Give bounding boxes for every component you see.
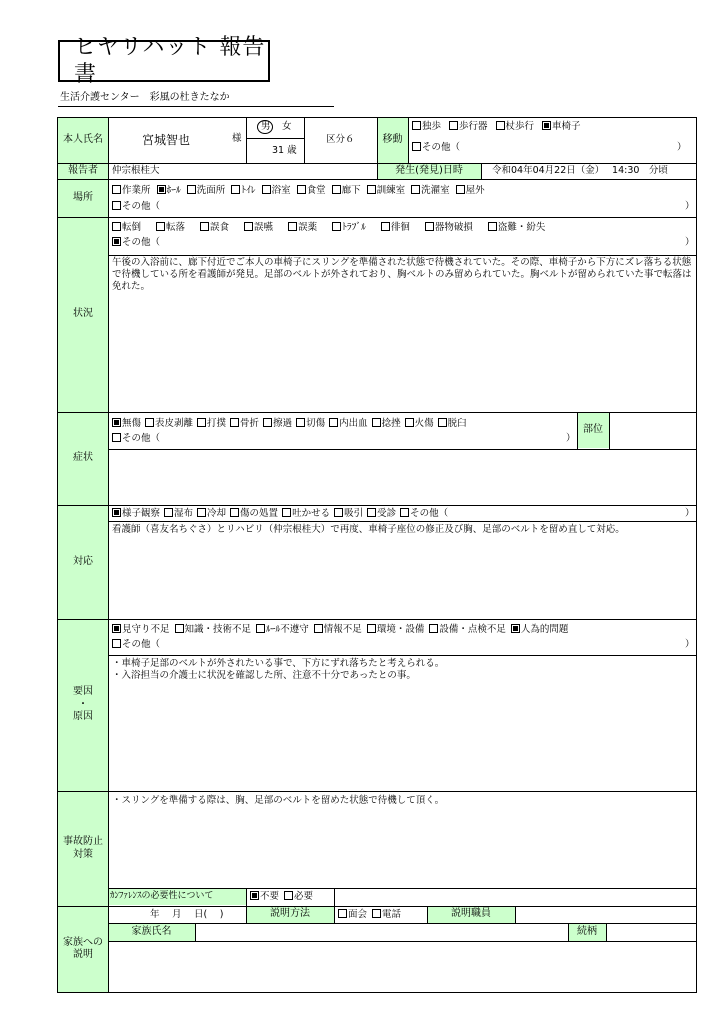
place-option-5[interactable] <box>297 185 326 196</box>
checkbox-icon[interactable] <box>334 508 343 517</box>
option-label: 浴室 <box>271 185 291 196</box>
checkbox-icon[interactable] <box>112 624 121 633</box>
option-label: 知識・技術不足 <box>184 624 252 635</box>
option-label: 環境・設備 <box>376 624 425 635</box>
checkbox-icon[interactable] <box>297 185 306 194</box>
option-label: 見守り不足 <box>122 624 170 635</box>
checkbox-icon[interactable] <box>112 185 121 194</box>
checkbox-icon[interactable] <box>112 222 121 231</box>
place-option-8[interactable] <box>411 185 450 196</box>
family-name-label: 家族氏名 <box>131 925 172 937</box>
checkbox-icon[interactable] <box>456 185 465 194</box>
response-option-7[interactable] <box>400 508 448 519</box>
option-label: 徘徊 <box>390 222 410 233</box>
option-label: 打撲 <box>207 418 227 429</box>
movement-other-close: ） <box>677 142 687 153</box>
reporter-label: 報告者 <box>68 164 98 176</box>
response-text: 看護師（喜友名ちぐさ）とリハビリ（仲宗根桂大）で再度、車椅子座位の修正及び胸、足部のベルトを留め直して対応。 <box>112 524 625 535</box>
option-label: 作業所 <box>122 185 151 196</box>
situation-option-8[interactable] <box>488 222 546 233</box>
checkbox-icon[interactable] <box>230 418 239 427</box>
symptom-option-5[interactable] <box>296 418 325 429</box>
option-label: ﾎｰﾙ <box>166 185 181 196</box>
checkbox-icon[interactable] <box>425 222 434 231</box>
place-options <box>112 185 491 197</box>
checkbox-icon[interactable] <box>496 121 505 130</box>
checkbox-icon[interactable] <box>411 185 420 194</box>
checkbox-icon[interactable] <box>449 121 458 130</box>
symptom-option-8[interactable] <box>405 418 434 429</box>
checkbox-icon[interactable] <box>338 909 347 918</box>
situation-option-1[interactable] <box>156 222 185 233</box>
place-option-1[interactable] <box>157 185 181 196</box>
option-label: 擦過 <box>273 418 293 429</box>
option-label: 電話 <box>382 909 402 920</box>
symptom-options <box>112 418 471 430</box>
movement-options <box>412 121 589 133</box>
symptom-option-4[interactable] <box>263 418 292 429</box>
response-label: 対応 <box>73 555 93 567</box>
checkbox-icon[interactable] <box>112 418 121 427</box>
facility-name: 生活介護センター 彩風の杜きたなか <box>60 92 230 103</box>
checkbox-icon[interactable] <box>329 418 338 427</box>
cause-option-4[interactable] <box>367 624 425 635</box>
option-label: 盗難・紛失 <box>497 222 546 233</box>
checkbox-icon[interactable] <box>187 185 196 194</box>
checkbox-icon[interactable] <box>400 508 409 517</box>
checkbox-icon[interactable] <box>332 222 341 231</box>
movement-option-3[interactable] <box>542 121 581 132</box>
option-label: 人為的問題 <box>520 624 569 635</box>
cause-option-5[interactable] <box>429 624 506 635</box>
occurrence-label: 発生(発見)日時 <box>395 164 463 176</box>
option-label: 内出血 <box>339 418 368 429</box>
checkbox-icon[interactable] <box>282 508 291 517</box>
cause-option-6[interactable] <box>511 624 569 635</box>
checkbox-icon[interactable] <box>250 891 259 900</box>
option-label: 杖歩行 <box>505 121 535 132</box>
symptom-label: 症状 <box>73 452 93 464</box>
checkbox-icon[interactable] <box>372 418 381 427</box>
checkbox-icon[interactable] <box>314 624 323 633</box>
checkbox-icon[interactable] <box>164 508 173 517</box>
checkbox-icon[interactable] <box>288 222 297 231</box>
checkbox-icon[interactable] <box>262 185 271 194</box>
option-label: 歩行器 <box>459 121 488 132</box>
symptom-option-7[interactable] <box>372 418 401 429</box>
checkbox-icon[interactable] <box>197 508 206 517</box>
option-label: 訓練室 <box>376 185 406 196</box>
option-label: 受診 <box>377 508 397 519</box>
option-label: その他（ <box>410 508 449 519</box>
checkbox-icon[interactable] <box>296 418 305 427</box>
situation-option-4[interactable] <box>288 222 317 233</box>
option-label: 転倒 <box>122 222 142 233</box>
checkbox-icon[interactable] <box>488 222 497 231</box>
checkbox-icon[interactable] <box>231 185 240 194</box>
movement-other[interactable]: その他（ <box>412 142 460 154</box>
option-label: 屋外 <box>465 185 485 196</box>
situation-label: 状況 <box>73 308 93 320</box>
checkbox-icon[interactable] <box>230 508 239 517</box>
checkbox-icon[interactable] <box>112 508 121 517</box>
place-option-7[interactable] <box>367 185 406 196</box>
prevention-text: ・スリングを準備する際は、胸、足部のベルトを留めた状態で待機して頂く。 <box>112 795 445 806</box>
situation-option-2[interactable] <box>200 222 229 233</box>
option-label: 捻挫 <box>381 418 401 429</box>
checkbox-icon[interactable] <box>429 624 438 633</box>
symptom-other[interactable]: その他（ <box>112 433 160 445</box>
movement-option-2[interactable] <box>496 121 535 132</box>
cause-option-3[interactable] <box>314 624 362 635</box>
report-title: ヒヤリハット 報告書 <box>58 40 270 82</box>
option-label: 面会 <box>348 909 368 920</box>
situation-option-3[interactable] <box>244 222 273 233</box>
person-name: 宮城智也 <box>142 133 191 147</box>
symptom-option-0[interactable] <box>112 418 141 429</box>
symptom-option-3[interactable] <box>230 418 259 429</box>
checkbox-icon[interactable] <box>372 909 381 918</box>
option-label: 必要 <box>294 891 314 902</box>
option-label: 食堂 <box>306 185 326 196</box>
honorific: 様 <box>232 133 242 144</box>
checkbox-icon[interactable] <box>284 891 293 900</box>
option-label: ﾙｰﾙ不遵守 <box>266 624 309 635</box>
option-label: 切傷 <box>306 418 326 429</box>
option-label: 吸引 <box>344 508 364 519</box>
option-label: 誤食 <box>210 222 230 233</box>
checkbox-icon[interactable] <box>367 624 376 633</box>
cause-other[interactable]: その他（ <box>112 639 160 651</box>
option-label: 洗濯室 <box>421 185 450 196</box>
option-label: 冷却 <box>207 508 227 519</box>
age: 31 歳 <box>272 145 297 156</box>
checkbox-icon[interactable] <box>157 185 166 194</box>
place-other[interactable]: その他（ <box>112 201 160 213</box>
option-label: 湿布 <box>174 508 194 519</box>
conference-options <box>250 891 318 903</box>
sex-female: 女 <box>282 121 292 132</box>
sex-male: 男 <box>261 121 271 132</box>
option-label: 器物破損 <box>434 222 473 233</box>
option-label: 無傷 <box>122 418 142 429</box>
situation-option-6[interactable] <box>381 222 410 233</box>
response-other-close: ） <box>685 508 695 519</box>
conference-option-1[interactable] <box>284 891 313 902</box>
family-label: 家族への 説明 <box>63 936 103 960</box>
conference-label: ｶﾝﾌｧﾚﾝｽの必要性について <box>110 891 214 901</box>
checkbox-icon[interactable] <box>263 418 272 427</box>
place-option-4[interactable] <box>262 185 291 196</box>
relation-label: 続柄 <box>577 925 597 937</box>
explain-options <box>338 909 406 921</box>
option-label: ﾄｲﾚ <box>241 185 256 196</box>
symptom-other-close: ） <box>566 433 576 444</box>
option-label: 脱臼 <box>447 418 467 429</box>
checkbox-icon[interactable] <box>412 121 421 130</box>
facility-underline <box>58 106 334 107</box>
response-option-6[interactable] <box>367 508 396 519</box>
category: 区分６ <box>326 134 355 145</box>
place-option-6[interactable] <box>332 185 361 196</box>
checkbox-icon[interactable] <box>175 624 184 633</box>
option-label: 設備・点検不足 <box>439 624 506 635</box>
prevention-label: 事故防止 対策 <box>63 836 103 860</box>
situation-option-0[interactable] <box>112 222 141 233</box>
checkbox-icon[interactable] <box>200 222 209 231</box>
symptom-option-6[interactable] <box>329 418 368 429</box>
checkbox-icon[interactable] <box>511 624 520 633</box>
checkbox-icon[interactable] <box>438 418 447 427</box>
response-option-5[interactable] <box>334 508 363 519</box>
place-option-0[interactable] <box>112 185 151 196</box>
cause-option-1[interactable] <box>175 624 252 635</box>
checkbox-icon[interactable] <box>405 418 414 427</box>
checkbox-icon[interactable] <box>367 508 376 517</box>
situation-option-7[interactable] <box>425 222 473 233</box>
place-option-2[interactable] <box>187 185 226 196</box>
bodypart-label: 部位 <box>583 424 603 436</box>
option-label: ﾄﾗﾌﾞﾙ <box>342 222 366 233</box>
family-date: 年 月 日( ) <box>150 909 224 920</box>
checkbox-icon[interactable] <box>367 185 376 194</box>
situation-text: 午後の入浴前に、廊下付近でご本人の車椅子にスリングを準備された状態で待機されていた。その際、車椅子から下方にズレ落ちる状態で待機している所を看護師が発見。足部のベルトが外されており、胸ベルトのみ留められていた。胸ベルトが留められていた事で転落は免れた。 <box>112 257 692 292</box>
response-option-3[interactable] <box>230 508 278 519</box>
option-label: 情報不足 <box>323 624 362 635</box>
occurrence-datetime: 令和04年04月22日（金） 14:30 分頃 <box>492 165 668 176</box>
checkbox-icon[interactable] <box>244 222 253 231</box>
symptom-option-2[interactable] <box>197 418 226 429</box>
place-option-9[interactable] <box>456 185 485 196</box>
explain-staff-label: 説明職員 <box>451 908 491 920</box>
movement-option-1[interactable] <box>449 121 488 132</box>
response-option-0[interactable] <box>112 508 160 519</box>
option-label: 傷の処置 <box>240 508 279 519</box>
situation-option-5[interactable] <box>332 222 366 233</box>
checkbox-icon[interactable] <box>197 418 206 427</box>
movement-label: 移動 <box>382 134 403 146</box>
symptom-option-9[interactable] <box>438 418 467 429</box>
option-label: 廊下 <box>341 185 361 196</box>
option-label: 火傷 <box>414 418 434 429</box>
checkbox-icon[interactable] <box>332 185 341 194</box>
cause-options <box>112 624 573 636</box>
place-option-3[interactable] <box>231 185 255 196</box>
cause-option-2[interactable] <box>256 624 309 635</box>
option-label: 転落 <box>166 222 186 233</box>
movement-option-0[interactable] <box>412 121 441 132</box>
place-other-close: ） <box>685 201 695 212</box>
response-options <box>112 508 452 520</box>
checkbox-icon[interactable] <box>542 121 551 130</box>
explain-method-label: 説明方法 <box>270 908 310 920</box>
option-label: 独歩 <box>422 121 442 132</box>
explain-option-1[interactable] <box>372 909 401 920</box>
response-option-2[interactable] <box>197 508 226 519</box>
option-label: 様子観察 <box>122 508 161 519</box>
cause-label: 要因 ・ 原因 <box>73 686 93 723</box>
cause-other-close: ） <box>685 639 695 650</box>
cause-line-1: ・車椅子足部のベルトが外されたいる事で、下方にずれ落ちたと考えられる。 <box>112 658 445 669</box>
cause-line-2: ・入浴担当の介護士に状況を確認した所、注意不十分であったとの事。 <box>112 670 416 681</box>
option-label: 車椅子 <box>552 121 581 132</box>
checkbox-icon[interactable] <box>256 624 265 633</box>
response-option-4[interactable] <box>282 508 330 519</box>
situation-options <box>112 222 560 234</box>
option-label: 不要 <box>260 891 280 902</box>
name-label: 本人氏名 <box>63 134 103 146</box>
explain-option-0[interactable] <box>338 909 367 920</box>
checkbox-icon[interactable] <box>145 418 154 427</box>
reporter-name: 仲宗根桂大 <box>112 165 160 176</box>
option-label: 吐かせる <box>292 508 331 519</box>
cause-option-0[interactable] <box>112 624 170 635</box>
option-label: 洗面所 <box>196 185 226 196</box>
situation-other[interactable]: その他（ <box>112 237 160 249</box>
place-label: 場所 <box>73 191 93 203</box>
option-label: 誤薬 <box>298 222 318 233</box>
response-option-1[interactable] <box>164 508 193 519</box>
option-label: 骨折 <box>240 418 260 429</box>
checkbox-icon[interactable] <box>381 222 390 231</box>
checkbox-icon[interactable] <box>156 222 165 231</box>
option-label: 表皮剥離 <box>155 418 194 429</box>
symptom-option-1[interactable] <box>145 418 193 429</box>
conference-option-0[interactable] <box>250 891 279 902</box>
situation-other-close: ） <box>685 237 695 248</box>
option-label: 誤嚥 <box>254 222 274 233</box>
